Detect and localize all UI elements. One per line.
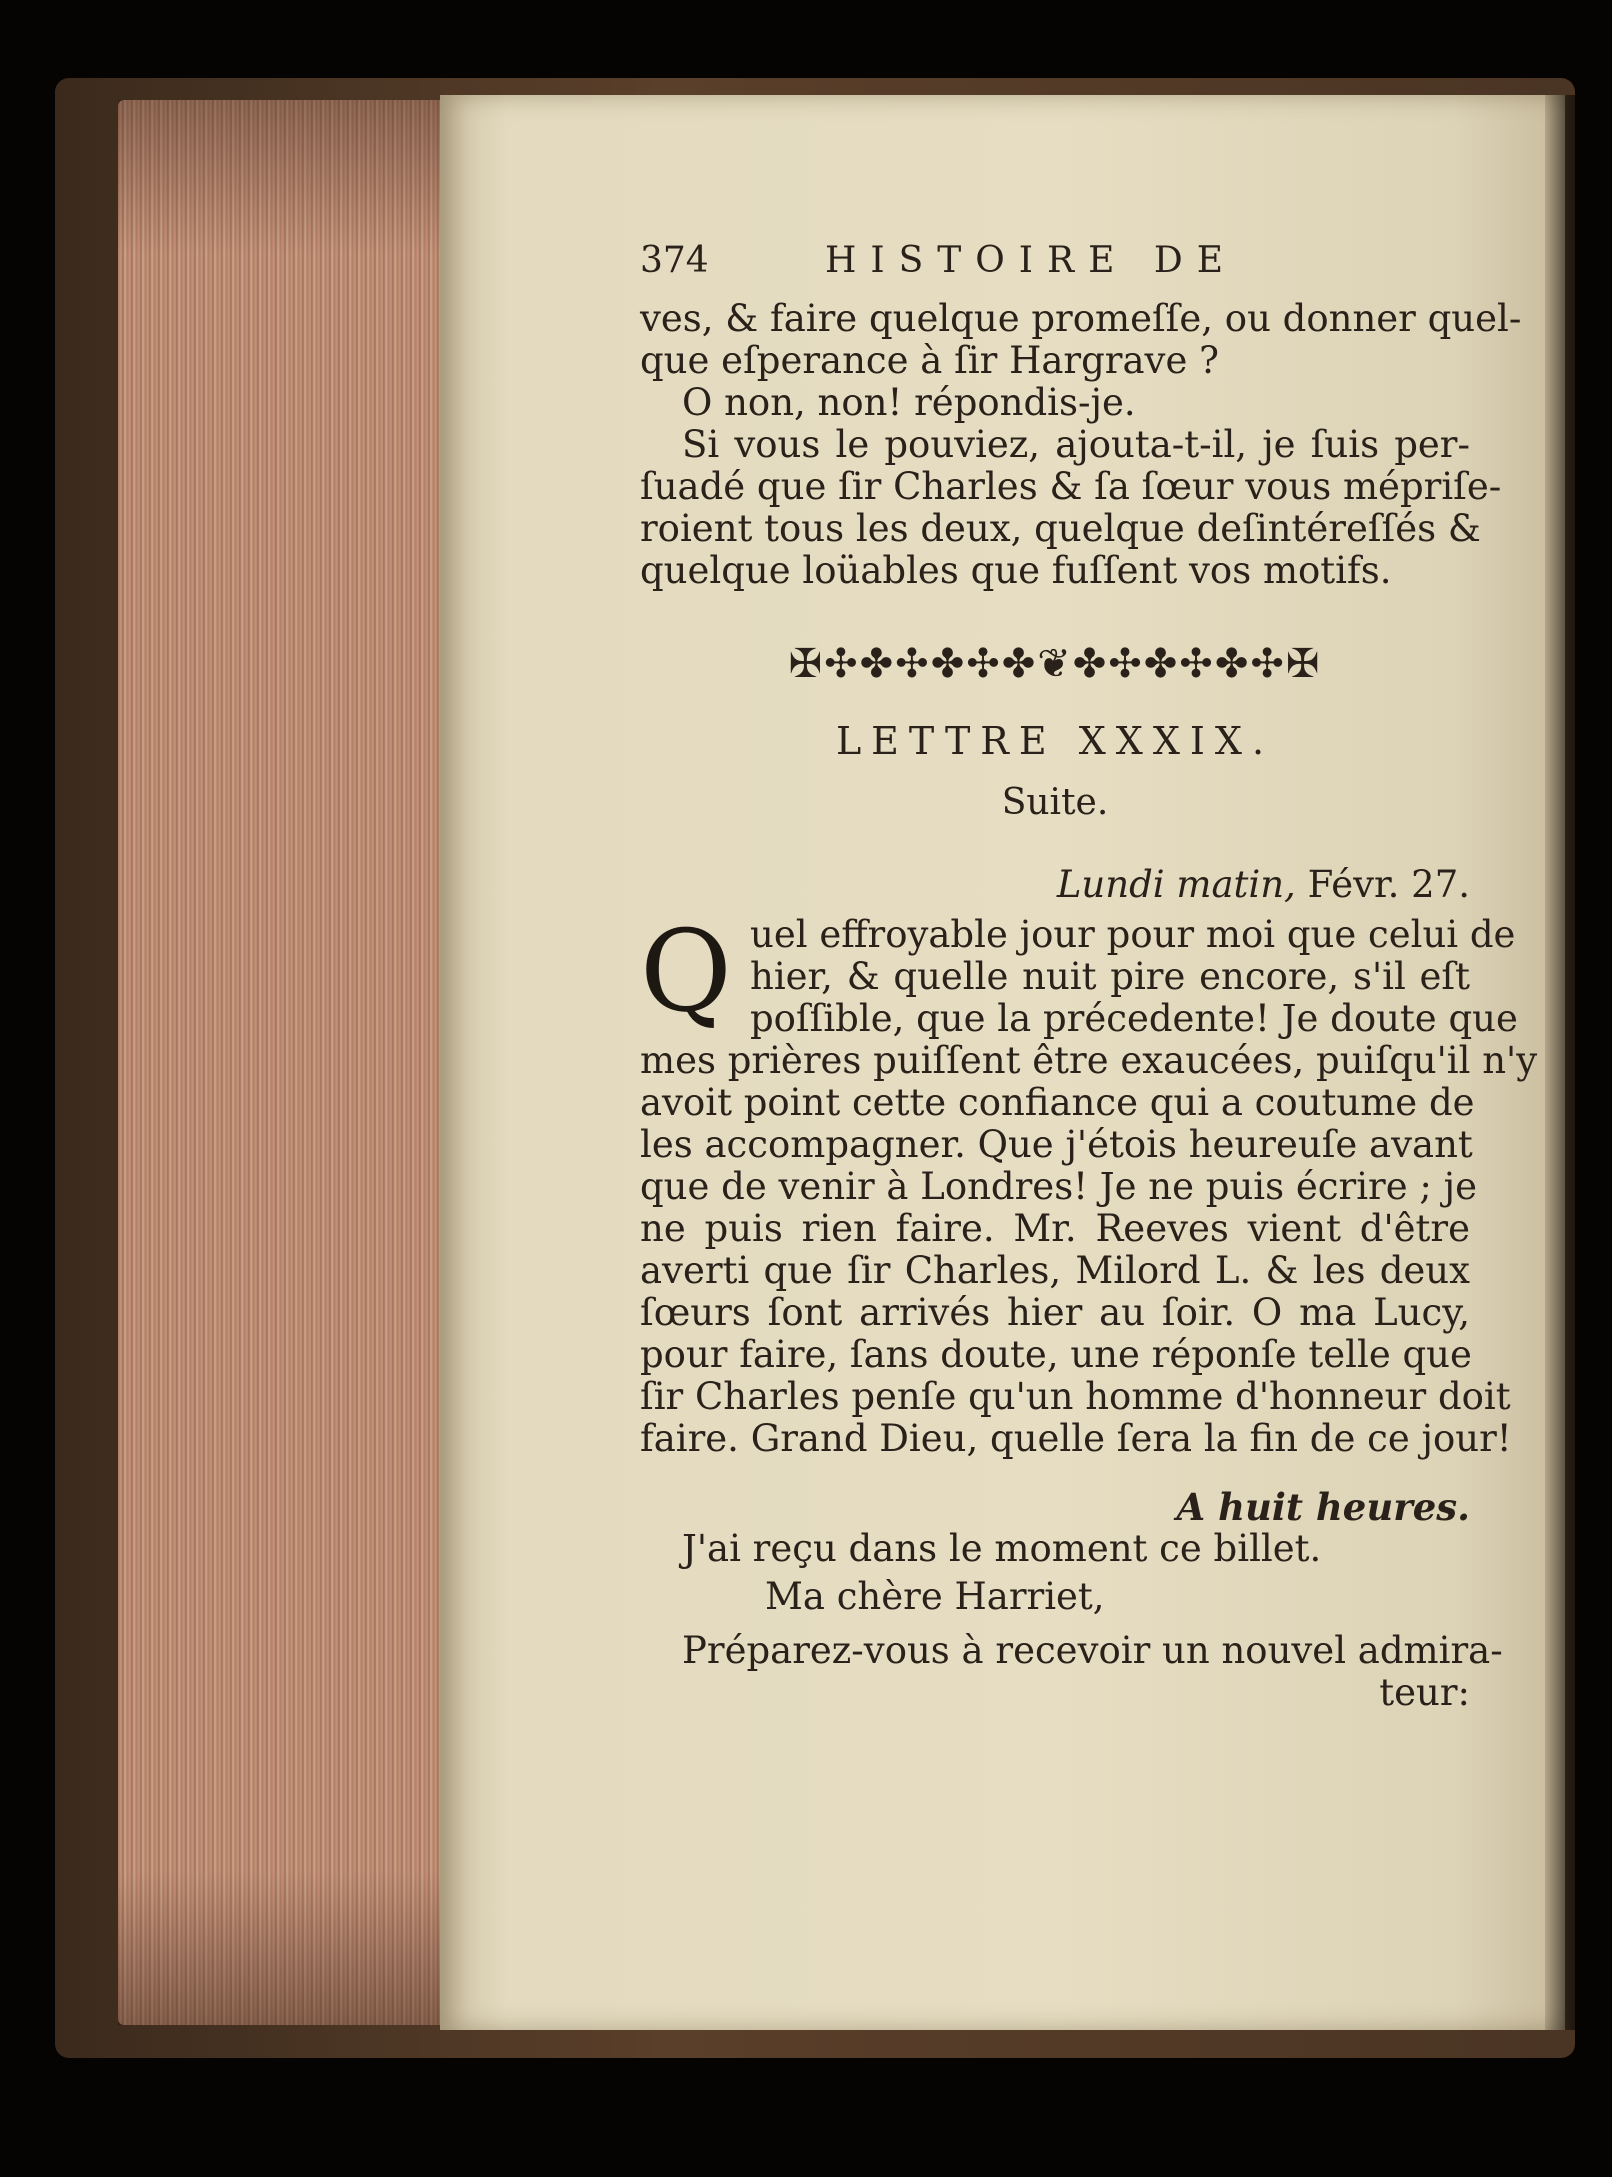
text-line: que eſperance à ſir Hargrave ?: [640, 339, 1219, 382]
running-title: HISTOIRE DE: [825, 240, 1237, 281]
text-line: mes prières puiſſent être exaucées, puiſqu'il n'y: [640, 1039, 1538, 1082]
text-line: roient tous les deux, quelque deſintéreſſés &: [640, 507, 1481, 550]
text-line: hier, & quelle nuit pire encore, s'il eſt: [750, 955, 1470, 998]
text-line: O non, non! répondis-je.: [682, 381, 1136, 424]
page-edges: [118, 100, 448, 2025]
text-line: quelque loüables que fuſſent vos motifs.: [640, 549, 1392, 592]
note-intro: J'ai reçu dans le moment ce billet.: [682, 1527, 1322, 1570]
text-line: ne puis rien faire. Mr. Reeves vient d'être: [640, 1207, 1470, 1250]
text-line: ſir Charles penſe qu'un homme d'honneur doit: [640, 1375, 1511, 1418]
gutter-shadow: [1545, 95, 1575, 2030]
date-day: Lundi matin,: [1056, 863, 1296, 906]
text-line: averti que ſir Charles, Milord L. & les deux: [640, 1249, 1470, 1292]
text-line: Si vous le pouviez, ajouta-t-il, je ſuis per-: [682, 423, 1470, 466]
text-line: avoit point cette confiance qui a coutume de: [640, 1081, 1475, 1124]
text-line: ſœurs ſont arrivés hier au ſoir. O ma Lucy,: [640, 1291, 1470, 1334]
text-line: les accompagner. Que j'étois heureuſe avant: [640, 1123, 1473, 1166]
time-note: A huit heures.: [1176, 1485, 1470, 1529]
letter-heading: LETTRE XXXIX.: [835, 719, 1275, 763]
salutation: Ma chère Harriet,: [765, 1575, 1105, 1618]
text-line: pour faire, ſans doute, une réponſe telle que: [640, 1333, 1472, 1376]
running-head: [640, 240, 1470, 298]
letter-body: [640, 907, 1538, 1460]
catchword: teur:: [1379, 1671, 1470, 1714]
text-line: faire. Grand Dieu, quelle ſera la fin de ce jour!: [640, 1417, 1512, 1460]
text-line: que de venir à Londres! Je ne puis écrire ; je: [640, 1165, 1477, 1208]
dateline: [640, 864, 1470, 906]
drop-cap: Q: [640, 907, 732, 1037]
page-number: 374: [640, 240, 709, 281]
date-month: Févr. 27.: [1307, 863, 1470, 906]
text-line: ſuadé que ſir Charles & ſa ſœur vous mépriſe-: [640, 465, 1502, 508]
text-line: ves, & faire quelque promeſſe, ou donner quel-: [640, 297, 1522, 340]
opening-paragraphs: [640, 297, 1522, 592]
text-line: uel effroyable jour pour moi que celui de: [750, 913, 1516, 956]
page-text: [640, 240, 1538, 1714]
letter-subtitle: Suite.: [1001, 782, 1109, 823]
text-line: poſſible, que la précedente! Je doute que: [750, 997, 1518, 1040]
ornamental-band: ✠✣✤✣✤✣✤❦✤✣✤✣✤✣✠: [788, 641, 1322, 687]
note-body-line: Préparez-vous à recevoir un nouvel admira-: [682, 1629, 1503, 1672]
